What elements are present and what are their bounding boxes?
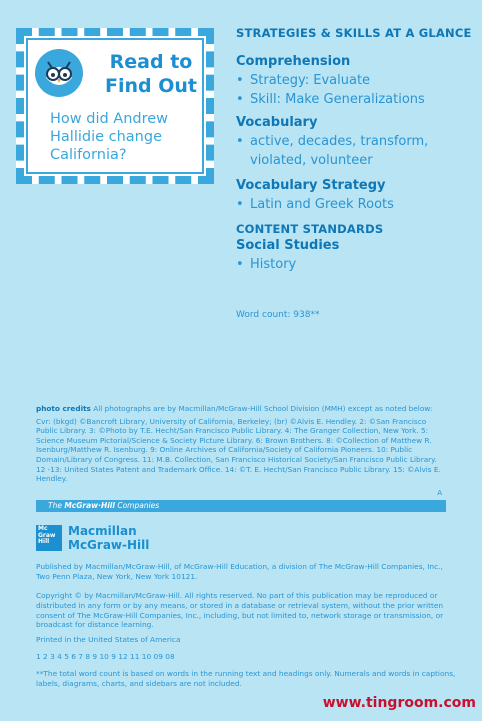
- title-line-2: Find Out: [105, 75, 197, 97]
- read-to-find-out-inner: [26, 38, 204, 174]
- photo-credits: [36, 404, 446, 484]
- logo-box-text: Mc Graw Hill: [38, 525, 56, 545]
- mcgraw-hill-bar: [36, 500, 446, 512]
- comprehension-item: • Strategy: Evaluate: [236, 71, 476, 90]
- title-line-1: Read to: [109, 51, 193, 73]
- printed-in: Printed in the United States of America: [36, 635, 181, 644]
- credits-intro: [36, 404, 446, 414]
- published-by: Published by Macmillan/McGraw-Hill, of McGraw-Hill Education, a division of The McGraw-Hill Companies, Inc., Two Penn Plaza, New York, New York 10121.: [36, 562, 443, 581]
- copyright-notice: Copyright © by Macmillan/McGraw-Hill. All rights reserved. No part of this publication may be reproduced or distributed in any form or by any means, or stored in a database or retrieval system, without the prior written consent of The McGraw-Hill Companies, Inc., including, but not limited to, network storage or transmission, or broadcast for distance learning.: [36, 591, 444, 630]
- bar-the: The: [48, 501, 62, 510]
- bar-brand: McGraw·Hill: [64, 501, 115, 510]
- strategies-panel: [236, 26, 476, 274]
- strategies-heading: STRATEGIES & SKILLS AT A GLANCE: [236, 26, 472, 40]
- word-count-footnote: **The total word count is based on words in the running text and headings only. Numerals and words in captions, labels, diagrams, charts, and sidebars are not included.: [36, 669, 456, 688]
- print-numbers: 1 2 3 4 5 6 7 8 9 10 9 12 11 10 09 08: [36, 652, 175, 661]
- credits-label: photo credits: [36, 404, 91, 413]
- vocab-strategy-item: • Latin and Greek Roots: [236, 195, 476, 214]
- read-to-find-out-title: [96, 50, 206, 98]
- bar-companies: Companies: [117, 501, 160, 510]
- vocabulary-item: • active, decades, transform, violated, volunteer: [236, 132, 470, 170]
- content-standards-heading: CONTENT STANDARDS: [236, 222, 384, 236]
- publisher-name: [68, 524, 149, 552]
- social-studies-heading: Social Studies: [236, 238, 340, 253]
- vocabulary-heading: Vocabulary: [236, 115, 318, 130]
- social-studies-item: • History: [236, 255, 476, 274]
- publisher-line-1: Macmillan: [68, 524, 137, 538]
- credits-body: Cvr: (bkgd) ©Bancroft Library, University of California, Berkeley; (br) ©Alvis E. Hendley. 2: ©San Francisco Public Library. 3: ©Photo by T.E. Hecht/San Francisco Public Library. 4: The Granger Collection, New York. 5: Science Museum Pictorial/Science & Society Picture Library. 6: Brown Brothers. 8: ©Collection of Matthew R. Isenburg/Matthew R. Isenburg. 9: Online Archives of California/Society of California Pioneers. 10: Public Domain/Library of Congress. 11: M.B. Collection, San Francisco Historical Society/San Francisco Public Library. 12 -13: United States Patent and Trademark Office. 14: ©T. E. Hecht/San Francisco Public Library. 15: ©Alvis E. Hendley.: [36, 416, 441, 484]
- publisher-line-2: McGraw-Hill: [68, 538, 150, 552]
- comprehension-heading: Comprehension: [236, 54, 351, 69]
- comprehension-item: • Skill: Make Generalizations: [236, 90, 476, 109]
- question-text: How did Andrew Hallidie change California?: [50, 111, 169, 163]
- vocab-strategy-heading: Vocabulary Strategy: [236, 178, 386, 193]
- mcgraw-hill-logo-icon: [36, 525, 62, 551]
- credits-line-1: All photographs are by Macmillan/McGraw-Hill School Division (MMH) except as noted below:: [93, 404, 433, 413]
- credits-letter: A: [437, 489, 442, 497]
- owl-icon: [34, 48, 84, 98]
- word-count: Word count: 938**: [236, 310, 320, 320]
- watermark: www.tingroom.com: [322, 695, 476, 711]
- read-to-find-out-box: [16, 28, 214, 184]
